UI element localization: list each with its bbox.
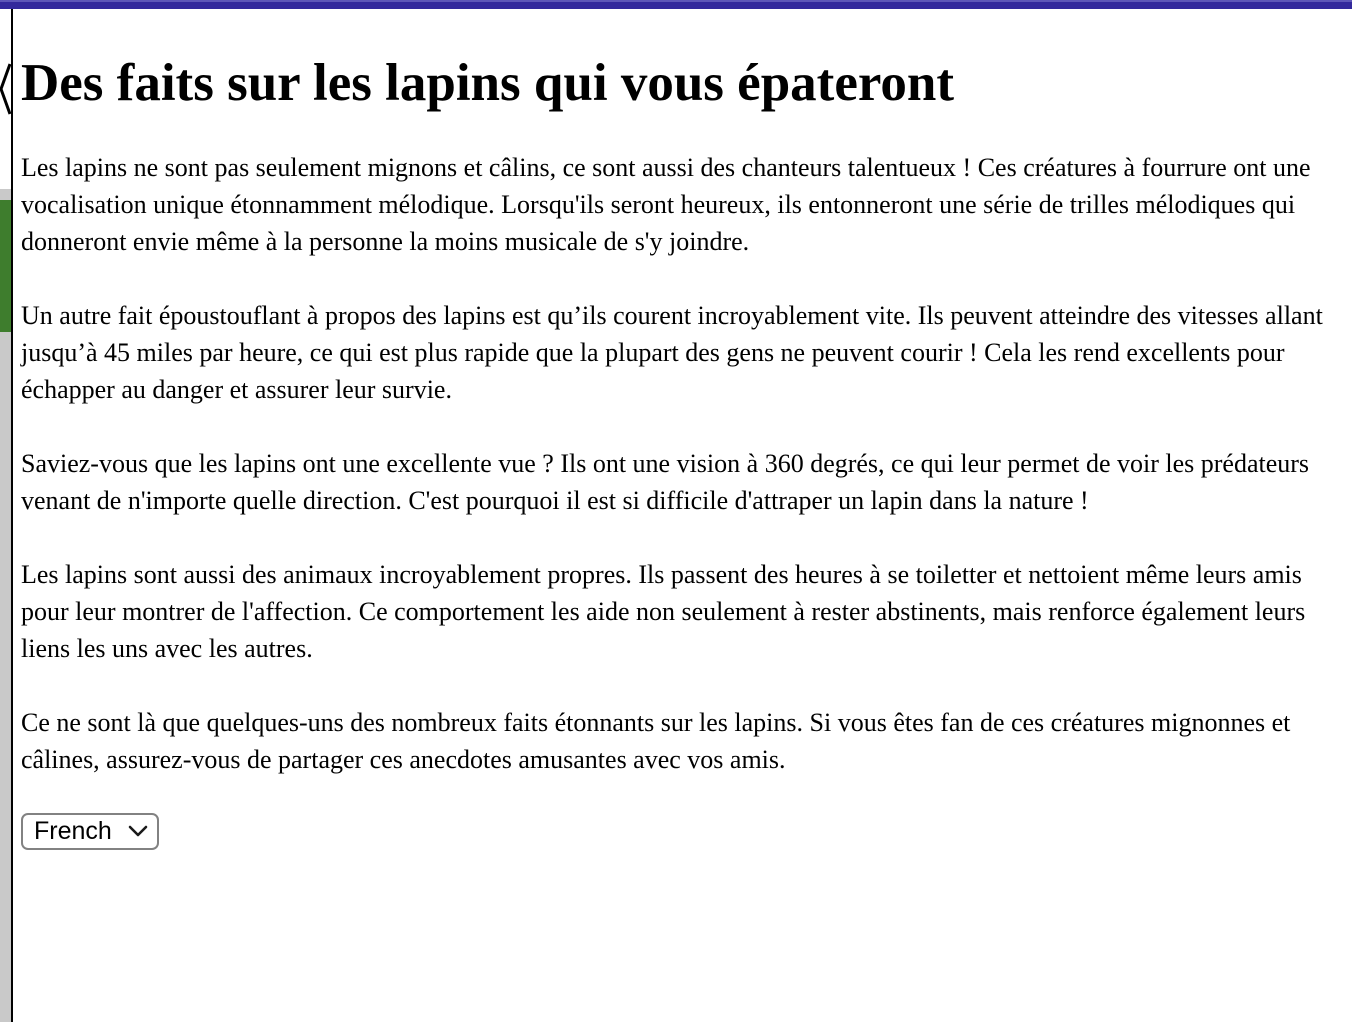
article-panel (13, 9, 1352, 1022)
article-paragraph: Les lapins sont aussi des animaux incroyablement propres. Ils passent des heures à se toiletter et nettoient même leurs amis pour leur montrer de l'affection. Ce comportement les aide non seulement à rester abstinents, mais renforce également leurs liens les uns avec les autres. (21, 560, 1306, 663)
top-accent-bar (0, 0, 1352, 9)
background-page-sliver (0, 9, 11, 1022)
page-title: Des faits sur les lapins qui vous épateront (21, 54, 955, 112)
article-paragraph: Un autre fait époustouflant à propos des lapins est qu’ils courent incroyablement vite. Ils peuvent atteindre des vitesses allant jusqu’à 45 miles par heure, ce qui est plus rapide que la plupart des gens ne peuvent courir ! Cela les rend excellents pour échapper au danger et assurer leur survie. (21, 301, 1323, 404)
language-select-wrap (21, 813, 159, 850)
sliver-green-block (0, 200, 11, 332)
article-paragraph: Les lapins ne sont pas seulement mignons et câlins, ce sont aussi des chanteurs talentueux ! Ces créatures à fourrure ont une vocalisation unique étonnamment mélodique. Lorsqu'ils seront heureux, ils entonneront une série de trilles mélodiques qui donneront envie même à la personne la moins musicale de s'y joindre. (21, 153, 1311, 256)
panel-left-border (11, 9, 13, 1022)
language-select[interactable] (21, 813, 159, 850)
article-paragraph: Ce ne sont là que quelques-uns des nombreux faits étonnants sur les lapins. Si vous êtes fan de ces créatures mignonnes et câlines, assurez-vous de partager ces anecdotes amusantes avec vos amis. (21, 708, 1291, 774)
chevron-left-icon (0, 60, 11, 123)
article-paragraph: Saviez-vous que les lapins ont une excellente vue ? Ils ont une vision à 360 degrés, ce qui leur permet de voir les prédateurs venant de n'importe quelle direction. C'est pourquoi il est si difficile d'attraper un lapin dans la nature ! (21, 449, 1310, 515)
